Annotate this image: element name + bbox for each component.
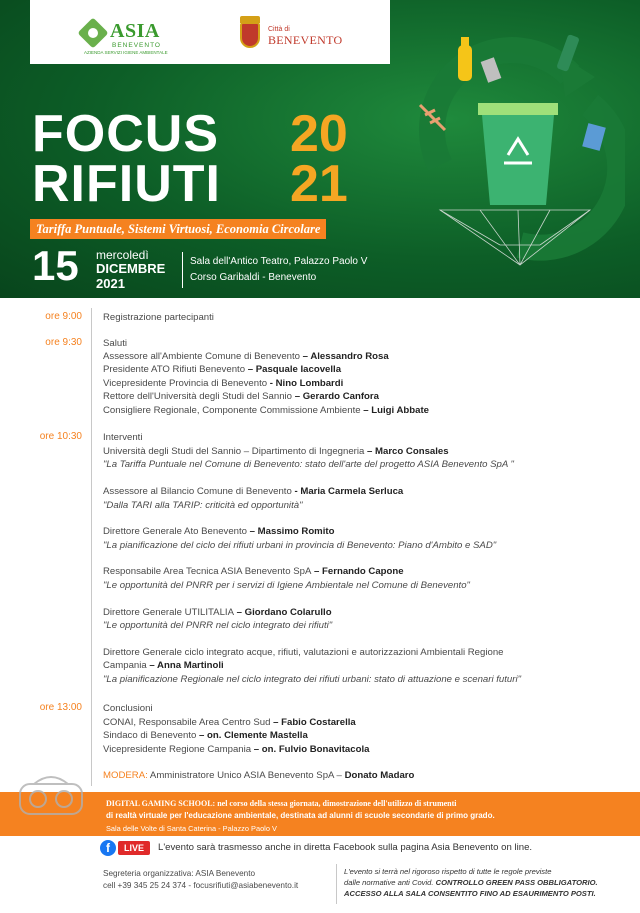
saluti-item: Consigliere Regionale, Componente Commissione Ambiente – Luigi Abbate <box>103 405 429 416</box>
intervento-speaker: Università degli Studi del Sannio – Dipartimento di Ingegneria – Marco Consales <box>103 446 449 457</box>
city-logo-name: BENEVENTO <box>268 33 343 47</box>
time-9-30: ore 9:30 <box>45 337 82 348</box>
intervento-speaker: Assessore al Bilancio Comune di Benevento - Maria Carmela Serluca <box>103 486 404 497</box>
conclusioni-item: Sindaco di Benevento – on. Clemente Mastella <box>103 730 308 741</box>
city-crest-icon <box>240 22 260 48</box>
registration-text: Registrazione partecipanti <box>103 312 214 323</box>
date-weekday: mercoledì <box>96 248 149 262</box>
time-9-00: ore 9:00 <box>45 311 82 322</box>
intervento-speaker: Direttore Generale UTILITALIA – Giordano Colarullo <box>103 607 332 618</box>
intervento-speaker-role: Direttore Generale ciclo integrato acque, rifiuti, valutazioni e autorizzazioni Ambientali Regione <box>103 647 504 658</box>
date-divider <box>182 252 183 288</box>
tagline-banner: Tariffa Puntuale, Sistemi Virtuosi, Economia Circolare <box>30 219 326 239</box>
asia-logo-tag: AZIENDA SERVIZI IGIENE AMBIENTALE <box>84 50 168 55</box>
saluti-item: Vicepresidente Provincia di Benevento - Nino Lombardi <box>103 378 344 389</box>
asia-logo-icon <box>77 17 108 48</box>
live-stream-text: L'evento sarà trasmesso anche in diretta Facebook sulla pagina Asia Benevento on line. <box>158 842 533 853</box>
saluti-item: Rettore dell'Università degli Studi del Sannio – Gerardo Canfora <box>103 391 379 402</box>
conclusioni-title: Conclusioni <box>103 703 153 714</box>
saluti-title: Saluti <box>103 338 127 349</box>
facebook-icon[interactable]: f <box>100 840 116 856</box>
organizer-label: Segreteria organizzativa: ASIA Benevento <box>103 869 256 878</box>
covid-notice-line-2: dalle normative anti Covid. CONTROLLO GREEN PASS OBBLIGATORIO. <box>344 878 598 887</box>
city-logo-small: Città di <box>268 26 290 33</box>
title-year-bottom: 21 <box>290 155 348 213</box>
digital-gaming-line-2: di realtà virtuale per l'educazione ambientale, destinata ad alunni di scuole secondarie di primo grado. <box>106 811 495 820</box>
venue-line-1: Sala dell'Antico Teatro, Palazzo Paolo V <box>190 256 368 267</box>
covid-notice-line-1: L'evento si terrà nel rigoroso rispetto di tutte le regole previste <box>344 867 552 876</box>
facebook-live-row <box>100 838 640 858</box>
covid-notice <box>344 866 598 899</box>
intervento-quote: "Dalla TARI alla TARIP: criticità ed opportunità" <box>103 500 303 511</box>
organizer-contact <box>103 868 298 892</box>
city-logo <box>240 20 360 56</box>
asia-logo-sub: BENEVENTO <box>112 42 161 49</box>
logo-bar <box>30 0 390 64</box>
interventi-title: Interventi <box>103 432 143 443</box>
conclusioni-item: Vicepresidente Regione Campania – on. Fulvio Bonavitacola <box>103 744 370 755</box>
date-month: DICEMBRE <box>96 261 166 276</box>
asia-logo-name: ASIA <box>110 20 160 42</box>
intervento-quote: "La pianificazione del ciclo dei rifiuti urbani in provincia di Benevento: Piano d'Ambito e SAD" <box>103 540 497 551</box>
intervento-quote: "La pianificazione Regionale nel ciclo integrato dei rifiuti urbani: stato di attuazione e scenari futuri" <box>103 674 521 685</box>
organizer-phone-email: cell +39 345 25 24 374 - focusrifiuti@asiabenevento.it <box>103 881 299 890</box>
venue-line-2: Corso Garibaldi - Benevento <box>190 272 317 283</box>
intervento-quote: "Le opportunità del PNRR per i servizi di Igiene Ambientale nel Comune di Benevento" <box>103 580 470 591</box>
footer-divider <box>336 864 337 904</box>
header-banner <box>0 0 640 298</box>
intervento-speaker: Direttore Generale Ato Benevento – Massimo Romito <box>103 526 335 537</box>
title-rifiuti: RIFIUTI <box>32 155 221 213</box>
digital-gaming-banner <box>0 792 640 836</box>
intervento-speaker: Responsabile Area Tecnica ASIA Benevento SpA – Fernando Capone <box>103 566 404 577</box>
title-year-top: 20 <box>290 105 348 163</box>
intervento-quote: "Le opportunità del PNRR nel ciclo integrato dei rifiuti" <box>103 620 333 631</box>
covid-notice-line-3: ACCESSO ALLA SALA CONSENTITO FINO AD ESAURIMENTO POSTI. <box>344 889 596 898</box>
digital-gaming-venue: Sala delle Volte di Santa Caterina - Palazzo Paolo V <box>106 824 277 833</box>
moderator-line: MODERA: Amministratore Unico ASIA Benevento SpA – Donato Madaro <box>103 770 415 781</box>
title-focus: FOCUS <box>32 105 219 163</box>
time-10-30: ore 10:30 <box>39 431 82 442</box>
asia-logo <box>82 18 192 58</box>
time-13-00: ore 13:00 <box>39 702 82 713</box>
conclusioni-item: CONAI, Responsabile Area Centro Sud – Fabio Costarella <box>103 717 356 728</box>
digital-gaming-line-1: DIGITAL GAMING SCHOOL: nel corso della stessa giornata, dimostrazione dell'utilizzo di strumenti <box>106 799 457 808</box>
intervento-quote: "La Tariffa Puntuale nel Comune di Benevento: stato dell'arte del progetto ASIA Benevento SpA " <box>103 459 514 470</box>
intervento-speaker: Campania – Anna Martinoli <box>103 660 224 671</box>
program-timeline-rule <box>91 308 92 786</box>
saluti-item: Presidente ATO Rifiuti Benevento – Pasquale Iacovella <box>103 364 342 375</box>
live-badge: LIVE <box>118 841 150 855</box>
recycling-bin-illustration <box>400 15 625 285</box>
vr-headset-icon <box>14 762 94 832</box>
date-number: 15 <box>32 242 79 289</box>
saluti-item: Assessore all'Ambiente Comune di Benevento – Alessandro Rosa <box>103 351 389 362</box>
date-year: 2021 <box>96 276 125 291</box>
